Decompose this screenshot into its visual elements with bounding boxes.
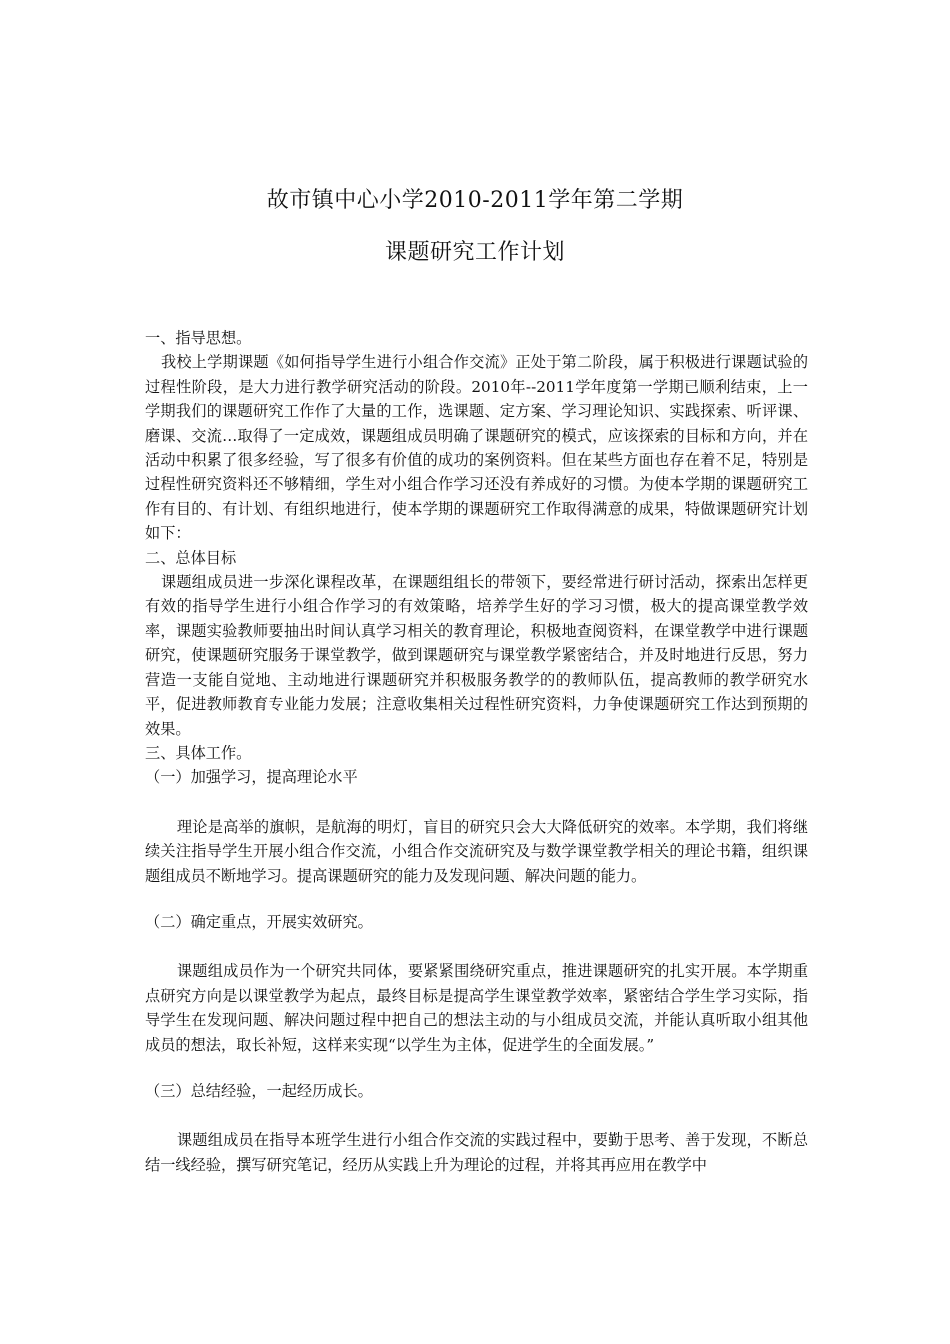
subsection-1-heading: （一）加强学习，提高理论水平 [145, 768, 358, 787]
document-title-line2: 课题研究工作计划 [384, 240, 565, 265]
document-title-line1: 故市镇中心小学2010-2011学年第二学期 [266, 188, 684, 213]
section-3-heading: 三、具体工作。 [145, 743, 252, 762]
subsection-2-heading: （二）确定重点，开展实效研究。 [145, 912, 373, 931]
subsection-2-paragraph: 课题组成员作为一个研究共同体，要紧紧围绕研究重点，推进课题研究的扎实开展。本学期重点研究方向是以课堂教学为起点，最终目标是提高学生课堂教学效率，紧密结合学生学习实际，指导学生在发现问题、解决问题过程中把自己的想法主动的与小组成员交流，并能认真听取小组其他成员的想法，取长补短，这样来实现“以学生为主体，促进学生的全面发展。” [145, 962, 808, 1054]
subsection-3-heading: （三）总结经验，一起经历成长。 [145, 1081, 373, 1100]
section-2-heading: 二、总体目标 [145, 548, 237, 567]
subsection-3-paragraph: 课题组成员在指导本班学生进行小组合作交流的实践过程中，要勤于思考、善于发现，不断总结一线经验，撰写研究笔记，经历从实践上升为理论的过程，并将其再应用在教学中 [145, 1131, 808, 1174]
subsection-1-paragraph: 理论是高举的旗帜，是航海的明灯，盲目的研究只会大大降低研究的效率。本学期，我们将继续关注指导学生开展小组合作交流，小组合作交流研究及与数学课堂教学相关的理论书籍，组织课题组成员不断地学习。提高课题研究的能力及发现问题、解决问题的能力。 [145, 817, 808, 885]
section-1-heading: 一、指导思想。 [145, 329, 252, 347]
document-body [145, 326, 808, 1177]
section-2-paragraph: 课题组成员进一步深化课程改革，在课题组组长的带领下，要经常进行研讨活动，探索出怎样更有效的指导学生进行小组合作学习的有效策略，培养学生好的学习习惯，极大的提高课堂教学效率，课题实验教师要抽出时间认真学习相关的教育理论，积极地查阅资料，在课堂教学中进行课题研究，使课题研究服务于课堂教学，做到课题研究与课堂教学紧密结合，并及时地进行反思，努力营造一支能自觉地、主动地进行课题研究并积极服务教学的的教师队伍，提高教师的教学研究水平，促进教师教育专业能力发展；注意收集相关过程性研究资料，力争使课题研究工作达到预期的效果。 [145, 573, 808, 738]
section-1-paragraph: 我校上学期课题《如何指导学生进行小组合作交流》正处于第二阶段，属于积极进行课题试验的过程性阶段，是大力进行教学研究活动的阶段。2010年--2011学年度第一学期已顺利结束，上一学期我们的课题研究工作作了大量的工作，选课题、定方案、学习理论知识、实践探索、听评课、磨课、交流…取得了一定成效，课题组成员明确了课题研究的模式，应该探索的目标和方向，并在活动中积累了很多经验，写了很多有价值的成功的案例资料。但在某些方面也存在着不足，特别是过程性研究资料还不够精细，学生对小组合作学习还没有养成好的习惯。为使本学期的课题研究工作有目的、有计划、有组织地进行，使本学期的课题研究工作取得满意的成果，特做课题研究计划如下： [145, 353, 808, 543]
